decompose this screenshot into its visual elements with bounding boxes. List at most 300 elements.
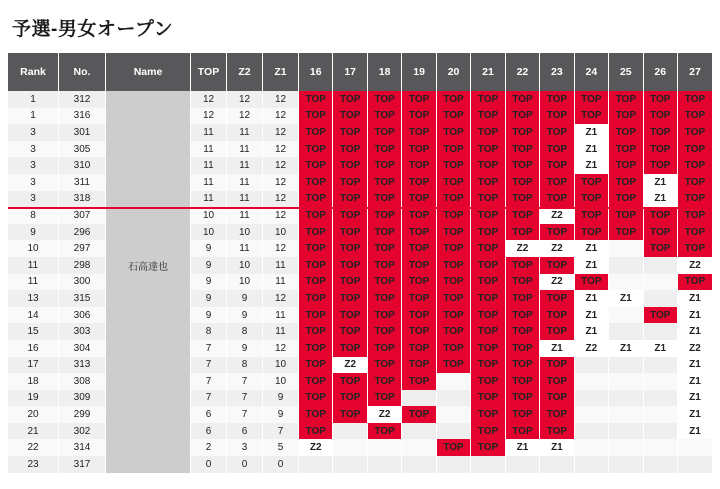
cell-route-20: TOP bbox=[436, 340, 470, 357]
cell-z1-count: 12 bbox=[263, 290, 299, 307]
cell-z1-count: 11 bbox=[263, 274, 299, 291]
cell-route-27: Z1 bbox=[677, 323, 712, 340]
cell-route-16: TOP bbox=[299, 257, 333, 274]
cell-top-count: 9 bbox=[191, 274, 227, 291]
cell-route-27: TOP bbox=[677, 207, 712, 224]
cell-z1-count: 10 bbox=[263, 357, 299, 374]
cell-z2-count: 11 bbox=[227, 174, 263, 191]
cell-route-23: TOP bbox=[540, 373, 574, 390]
cell-route-16: TOP bbox=[299, 224, 333, 241]
cell-route-20: TOP bbox=[436, 439, 470, 456]
cell-route-18: TOP bbox=[367, 323, 401, 340]
cell-route-16: TOP bbox=[299, 406, 333, 423]
cell-route-19: TOP bbox=[402, 191, 436, 208]
cell-route-21: TOP bbox=[471, 406, 505, 423]
table-wrapper bbox=[8, 53, 712, 473]
table-row[interactable] bbox=[8, 307, 712, 324]
cell-top-count: 7 bbox=[191, 373, 227, 390]
cell-top-count: 8 bbox=[191, 323, 227, 340]
cell-z1-count: 12 bbox=[263, 174, 299, 191]
cell-route-18: TOP bbox=[367, 373, 401, 390]
cell-name: 石高達也 bbox=[106, 257, 191, 274]
cell-number: 304 bbox=[59, 340, 106, 357]
cell-z1-count: 9 bbox=[263, 406, 299, 423]
cell-rank: 1 bbox=[8, 108, 59, 125]
cell-route-18: TOP bbox=[367, 274, 401, 291]
cell-name bbox=[106, 240, 191, 257]
cell-route-19: TOP bbox=[402, 174, 436, 191]
cell-top-count: 9 bbox=[191, 240, 227, 257]
cell-route-21: TOP bbox=[471, 340, 505, 357]
cell-name bbox=[106, 141, 191, 158]
cell-route-17: TOP bbox=[333, 373, 367, 390]
cell-z1-count: 12 bbox=[263, 157, 299, 174]
cell-rank: 3 bbox=[8, 174, 59, 191]
cell-route-22: TOP bbox=[505, 91, 539, 108]
cell-name bbox=[106, 406, 191, 423]
cell-route-21: TOP bbox=[471, 357, 505, 374]
table-row[interactable] bbox=[8, 257, 712, 274]
cell-route-22: TOP bbox=[505, 207, 539, 224]
cell-route-21: TOP bbox=[471, 157, 505, 174]
cell-route-25 bbox=[609, 357, 643, 374]
table-row[interactable] bbox=[8, 207, 712, 224]
cell-name bbox=[106, 207, 191, 224]
cell-route-18: TOP bbox=[367, 174, 401, 191]
cell-route-26 bbox=[643, 439, 677, 456]
cell-top-count: 9 bbox=[191, 307, 227, 324]
cell-z2-count: 8 bbox=[227, 323, 263, 340]
cell-route-26: TOP bbox=[643, 91, 677, 108]
cell-route-27: Z1 bbox=[677, 406, 712, 423]
cell-z2-count: 7 bbox=[227, 390, 263, 407]
cell-route-27: TOP bbox=[677, 240, 712, 257]
table-row[interactable] bbox=[8, 124, 712, 141]
cell-z2-count: 11 bbox=[227, 141, 263, 158]
cell-route-27: TOP bbox=[677, 274, 712, 291]
cell-route-26: TOP bbox=[643, 307, 677, 324]
cell-route-24: Z2 bbox=[574, 340, 608, 357]
cell-z2-count: 0 bbox=[227, 456, 263, 473]
cell-route-17: TOP bbox=[333, 406, 367, 423]
cell-z2-count: 10 bbox=[227, 274, 263, 291]
cell-route-17: TOP bbox=[333, 390, 367, 407]
cell-route-23: TOP bbox=[540, 323, 574, 340]
cell-route-18: TOP bbox=[367, 207, 401, 224]
cell-name bbox=[106, 224, 191, 241]
cell-route-16: TOP bbox=[299, 124, 333, 141]
cell-route-25 bbox=[609, 373, 643, 390]
cell-route-23: TOP bbox=[540, 157, 574, 174]
cell-route-19 bbox=[402, 456, 436, 473]
table-row[interactable] bbox=[8, 157, 712, 174]
cell-route-26: Z1 bbox=[643, 174, 677, 191]
cell-route-24 bbox=[574, 357, 608, 374]
cell-route-24: TOP bbox=[574, 224, 608, 241]
cell-name bbox=[106, 340, 191, 357]
cell-route-17: Z2 bbox=[333, 357, 367, 374]
cell-rank: 16 bbox=[8, 340, 59, 357]
cell-route-27 bbox=[677, 439, 712, 456]
column-header-route-19[interactable]: 19 bbox=[402, 53, 436, 91]
cell-route-19: TOP bbox=[402, 91, 436, 108]
cell-number: 317 bbox=[59, 456, 106, 473]
cell-route-25: TOP bbox=[609, 91, 643, 108]
cell-route-24 bbox=[574, 423, 608, 440]
cell-route-22: TOP bbox=[505, 124, 539, 141]
cell-route-16: TOP bbox=[299, 91, 333, 108]
table-row[interactable] bbox=[8, 323, 712, 340]
table-row[interactable] bbox=[8, 240, 712, 257]
page-title: 予選-男女オープン bbox=[12, 19, 174, 40]
cell-top-count: 12 bbox=[191, 91, 227, 108]
cell-route-26: TOP bbox=[643, 207, 677, 224]
cell-route-20: TOP bbox=[436, 307, 470, 324]
cell-route-20: TOP bbox=[436, 240, 470, 257]
table-row[interactable] bbox=[8, 439, 712, 456]
cell-route-24: Z1 bbox=[574, 240, 608, 257]
cell-route-26: Z1 bbox=[643, 191, 677, 208]
cell-route-17: TOP bbox=[333, 91, 367, 108]
cell-route-16: TOP bbox=[299, 290, 333, 307]
cell-rank: 13 bbox=[8, 290, 59, 307]
cell-top-count: 10 bbox=[191, 224, 227, 241]
cell-route-22 bbox=[505, 456, 539, 473]
cell-route-26: TOP bbox=[643, 240, 677, 257]
column-header-route-17[interactable]: 17 bbox=[333, 53, 367, 91]
table-row[interactable] bbox=[8, 290, 712, 307]
table-row[interactable] bbox=[8, 91, 712, 108]
cell-route-19: TOP bbox=[402, 141, 436, 158]
cell-route-27: Z1 bbox=[677, 290, 712, 307]
cell-route-23: Z1 bbox=[540, 340, 574, 357]
cell-route-17: TOP bbox=[333, 290, 367, 307]
cell-route-21: TOP bbox=[471, 373, 505, 390]
cell-route-16: TOP bbox=[299, 423, 333, 440]
cell-z1-count: 12 bbox=[263, 207, 299, 224]
cell-route-20: TOP bbox=[436, 174, 470, 191]
cell-route-20 bbox=[436, 406, 470, 423]
cell-number: 297 bbox=[59, 240, 106, 257]
cell-route-25: TOP bbox=[609, 141, 643, 158]
cell-route-22: Z2 bbox=[505, 240, 539, 257]
cell-rank: 3 bbox=[8, 141, 59, 158]
column-header-route-18[interactable]: 18 bbox=[367, 53, 401, 91]
table-row[interactable] bbox=[8, 108, 712, 125]
cell-route-17: TOP bbox=[333, 274, 367, 291]
cell-route-18: TOP bbox=[367, 224, 401, 241]
column-header-route-25[interactable]: 25 bbox=[609, 53, 643, 91]
cell-z1-count: 11 bbox=[263, 323, 299, 340]
cell-rank: 22 bbox=[8, 439, 59, 456]
column-header-z1[interactable]: Z1 bbox=[263, 53, 299, 91]
cell-number: 312 bbox=[59, 91, 106, 108]
cell-route-18: TOP bbox=[367, 141, 401, 158]
cell-route-19: TOP bbox=[402, 340, 436, 357]
cell-route-18: TOP bbox=[367, 91, 401, 108]
header-row bbox=[8, 53, 712, 91]
cell-route-16: TOP bbox=[299, 108, 333, 125]
cell-rank: 23 bbox=[8, 456, 59, 473]
cell-route-17: TOP bbox=[333, 191, 367, 208]
cell-route-26 bbox=[643, 406, 677, 423]
column-header-z2[interactable]: Z2 bbox=[227, 53, 263, 91]
cell-route-18: TOP bbox=[367, 423, 401, 440]
cell-route-25 bbox=[609, 423, 643, 440]
cell-number: 298 bbox=[59, 257, 106, 274]
cell-route-22: Z1 bbox=[505, 439, 539, 456]
cell-route-21: TOP bbox=[471, 240, 505, 257]
cell-route-23: Z1 bbox=[540, 439, 574, 456]
cell-z1-count: 10 bbox=[263, 373, 299, 390]
cell-z1-count: 11 bbox=[263, 257, 299, 274]
cell-name bbox=[106, 157, 191, 174]
cell-route-21: TOP bbox=[471, 257, 505, 274]
cell-route-21 bbox=[471, 456, 505, 473]
table-row[interactable] bbox=[8, 373, 712, 390]
cell-route-23: TOP bbox=[540, 290, 574, 307]
cell-z1-count: 5 bbox=[263, 439, 299, 456]
cell-z1-count: 12 bbox=[263, 108, 299, 125]
cell-route-19: TOP bbox=[402, 224, 436, 241]
cell-route-24: TOP bbox=[574, 191, 608, 208]
column-header-route-16[interactable]: 16 bbox=[299, 53, 333, 91]
cell-route-19: TOP bbox=[402, 307, 436, 324]
cell-name bbox=[106, 124, 191, 141]
cell-z1-count: 12 bbox=[263, 91, 299, 108]
cell-route-19: TOP bbox=[402, 207, 436, 224]
cell-route-25 bbox=[609, 240, 643, 257]
cell-route-21: TOP bbox=[471, 108, 505, 125]
cell-route-25: TOP bbox=[609, 174, 643, 191]
cell-route-17: TOP bbox=[333, 323, 367, 340]
cell-route-26 bbox=[643, 274, 677, 291]
cell-route-23: TOP bbox=[540, 390, 574, 407]
cell-route-19 bbox=[402, 423, 436, 440]
cell-z1-count: 7 bbox=[263, 423, 299, 440]
cell-route-23: TOP bbox=[540, 406, 574, 423]
cell-route-18: Z2 bbox=[367, 406, 401, 423]
cell-route-18: TOP bbox=[367, 390, 401, 407]
cell-route-23: TOP bbox=[540, 191, 574, 208]
cell-route-21: TOP bbox=[471, 124, 505, 141]
cell-route-21: TOP bbox=[471, 141, 505, 158]
cell-route-23: TOP bbox=[540, 108, 574, 125]
cell-z1-count: 12 bbox=[263, 340, 299, 357]
cell-route-23 bbox=[540, 456, 574, 473]
cell-route-26 bbox=[643, 290, 677, 307]
cell-route-22: TOP bbox=[505, 357, 539, 374]
cell-top-count: 6 bbox=[191, 423, 227, 440]
column-header-route-22[interactable]: 22 bbox=[505, 53, 539, 91]
cell-route-20 bbox=[436, 423, 470, 440]
cell-route-26: TOP bbox=[643, 108, 677, 125]
cell-z2-count: 8 bbox=[227, 357, 263, 374]
table-row[interactable] bbox=[8, 406, 712, 423]
cell-route-25 bbox=[609, 456, 643, 473]
cell-route-16: Z2 bbox=[299, 439, 333, 456]
cell-number: 306 bbox=[59, 307, 106, 324]
cell-number: 299 bbox=[59, 406, 106, 423]
cell-route-24: Z1 bbox=[574, 257, 608, 274]
cell-route-24: Z1 bbox=[574, 124, 608, 141]
cell-route-26 bbox=[643, 357, 677, 374]
cell-route-20: TOP bbox=[436, 357, 470, 374]
cell-route-16: TOP bbox=[299, 274, 333, 291]
cell-route-20: TOP bbox=[436, 274, 470, 291]
cell-route-22: TOP bbox=[505, 257, 539, 274]
results-table bbox=[8, 53, 712, 473]
cell-number: 302 bbox=[59, 423, 106, 440]
cell-route-22: TOP bbox=[505, 323, 539, 340]
cell-name bbox=[106, 423, 191, 440]
table-row[interactable] bbox=[8, 340, 712, 357]
cell-route-17: TOP bbox=[333, 174, 367, 191]
cell-route-16: TOP bbox=[299, 157, 333, 174]
cell-route-16: TOP bbox=[299, 191, 333, 208]
cell-route-27: Z1 bbox=[677, 307, 712, 324]
column-header-name[interactable]: Name bbox=[106, 53, 191, 91]
cell-route-23: TOP bbox=[540, 91, 574, 108]
table-row[interactable] bbox=[8, 423, 712, 440]
cell-route-21: TOP bbox=[471, 191, 505, 208]
cell-route-25 bbox=[609, 406, 643, 423]
cell-route-18: TOP bbox=[367, 357, 401, 374]
cell-route-21: TOP bbox=[471, 207, 505, 224]
cell-route-24: Z1 bbox=[574, 307, 608, 324]
cell-route-24: TOP bbox=[574, 207, 608, 224]
cell-route-20: TOP bbox=[436, 207, 470, 224]
cell-route-19: TOP bbox=[402, 108, 436, 125]
cell-number: 303 bbox=[59, 323, 106, 340]
cell-route-21: TOP bbox=[471, 290, 505, 307]
cell-z2-count: 6 bbox=[227, 423, 263, 440]
cell-route-19: TOP bbox=[402, 157, 436, 174]
cell-rank: 8 bbox=[8, 207, 59, 224]
cell-rank: 19 bbox=[8, 390, 59, 407]
cell-top-count: 11 bbox=[191, 191, 227, 208]
column-header-top[interactable]: TOP bbox=[191, 53, 227, 91]
table-row[interactable] bbox=[8, 141, 712, 158]
cell-number: 307 bbox=[59, 207, 106, 224]
cell-route-21: TOP bbox=[471, 274, 505, 291]
cell-route-27: Z2 bbox=[677, 340, 712, 357]
cell-z1-count: 12 bbox=[263, 191, 299, 208]
cell-route-25: TOP bbox=[609, 224, 643, 241]
cell-route-23: TOP bbox=[540, 174, 574, 191]
column-header-route-24[interactable]: 24 bbox=[574, 53, 608, 91]
cell-z1-count: 9 bbox=[263, 390, 299, 407]
column-header-rank[interactable]: Rank bbox=[8, 53, 59, 91]
cell-route-27: Z2 bbox=[677, 257, 712, 274]
table-row[interactable] bbox=[8, 174, 712, 191]
cell-route-18: TOP bbox=[367, 340, 401, 357]
cell-route-20: TOP bbox=[436, 124, 470, 141]
cell-z2-count: 11 bbox=[227, 124, 263, 141]
table-row[interactable] bbox=[8, 456, 712, 473]
table-row[interactable] bbox=[8, 224, 712, 241]
cell-name bbox=[106, 373, 191, 390]
cell-route-17 bbox=[333, 423, 367, 440]
cell-route-21: TOP bbox=[471, 91, 505, 108]
cell-name bbox=[106, 439, 191, 456]
cell-route-18: TOP bbox=[367, 124, 401, 141]
cell-route-17: TOP bbox=[333, 240, 367, 257]
cell-route-22: TOP bbox=[505, 390, 539, 407]
cell-route-23: Z2 bbox=[540, 207, 574, 224]
cell-route-27: Z1 bbox=[677, 390, 712, 407]
cell-number: 301 bbox=[59, 124, 106, 141]
table-row[interactable] bbox=[8, 390, 712, 407]
column-header-route-23[interactable]: 23 bbox=[540, 53, 574, 91]
column-header-route-21[interactable]: 21 bbox=[471, 53, 505, 91]
cell-rank: 15 bbox=[8, 323, 59, 340]
cell-route-25 bbox=[609, 307, 643, 324]
cell-route-19: TOP bbox=[402, 290, 436, 307]
cell-top-count: 7 bbox=[191, 390, 227, 407]
cell-route-22: TOP bbox=[505, 423, 539, 440]
cell-route-23: TOP bbox=[540, 423, 574, 440]
cell-route-26 bbox=[643, 456, 677, 473]
cell-route-24: TOP bbox=[574, 274, 608, 291]
cell-route-25 bbox=[609, 323, 643, 340]
column-header-route-26[interactable]: 26 bbox=[643, 53, 677, 91]
cell-route-27: TOP bbox=[677, 124, 712, 141]
column-header-route-20[interactable]: 20 bbox=[436, 53, 470, 91]
cell-top-count: 0 bbox=[191, 456, 227, 473]
cell-top-count: 2 bbox=[191, 439, 227, 456]
cell-route-17: TOP bbox=[333, 141, 367, 158]
cell-name bbox=[106, 191, 191, 208]
cell-route-24: Z1 bbox=[574, 157, 608, 174]
cell-route-22: TOP bbox=[505, 191, 539, 208]
cell-route-25: TOP bbox=[609, 157, 643, 174]
cell-route-16: TOP bbox=[299, 340, 333, 357]
cell-route-26: TOP bbox=[643, 157, 677, 174]
cell-route-26 bbox=[643, 373, 677, 390]
cell-route-24 bbox=[574, 373, 608, 390]
cell-z1-count: 11 bbox=[263, 307, 299, 324]
cell-route-23: Z2 bbox=[540, 240, 574, 257]
column-header-no[interactable]: No. bbox=[59, 53, 106, 91]
cell-route-16: TOP bbox=[299, 307, 333, 324]
cell-route-20: TOP bbox=[436, 91, 470, 108]
cell-name bbox=[106, 323, 191, 340]
cell-route-17 bbox=[333, 439, 367, 456]
column-header-route-27[interactable]: 27 bbox=[677, 53, 712, 91]
cell-z2-count: 10 bbox=[227, 224, 263, 241]
cell-route-18: TOP bbox=[367, 290, 401, 307]
table-row[interactable] bbox=[8, 357, 712, 374]
cell-route-17: TOP bbox=[333, 307, 367, 324]
cell-route-24: TOP bbox=[574, 108, 608, 125]
cell-route-25: TOP bbox=[609, 207, 643, 224]
table-row[interactable] bbox=[8, 191, 712, 208]
cell-route-18: TOP bbox=[367, 257, 401, 274]
cell-number: 315 bbox=[59, 290, 106, 307]
cell-name bbox=[106, 390, 191, 407]
cell-route-23: TOP bbox=[540, 307, 574, 324]
table-row[interactable] bbox=[8, 274, 712, 291]
cell-route-16: TOP bbox=[299, 141, 333, 158]
cell-route-25 bbox=[609, 274, 643, 291]
cell-top-count: 7 bbox=[191, 340, 227, 357]
cell-top-count: 9 bbox=[191, 290, 227, 307]
cell-route-26 bbox=[643, 323, 677, 340]
cell-name bbox=[106, 290, 191, 307]
cell-number: 314 bbox=[59, 439, 106, 456]
cell-route-26 bbox=[643, 257, 677, 274]
